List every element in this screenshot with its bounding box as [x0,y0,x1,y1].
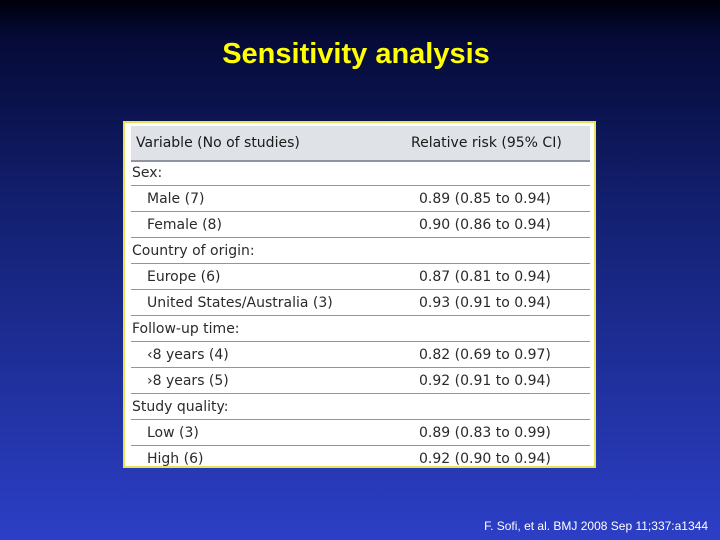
row-value: 0.87 (0.81 to 0.94) [419,269,551,285]
row-value: 0.90 (0.86 to 0.94) [419,217,551,233]
row-value: 0.93 (0.91 to 0.94) [419,295,551,311]
row-label: Follow-up time: [132,321,240,337]
row-label: Study quality: [132,399,229,415]
row-value: 0.92 (0.91 to 0.94) [419,373,551,389]
row-label: Low (3) [147,425,199,441]
citation-text: F. Sofi, et al. BMJ 2008 Sep 11;337:a1344 [484,519,708,533]
row-value: 0.89 (0.85 to 0.94) [419,191,551,207]
row-label: Female (8) [147,217,222,233]
table-row [131,316,590,342]
table-row [131,290,590,316]
table-row [131,446,590,472]
column-header-relative-risk: Relative risk (95% CI) [411,135,562,151]
row-label: Europe (6) [147,269,221,285]
table-row [131,420,590,446]
row-label: High (6) [147,451,204,467]
row-value: 0.82 (0.69 to 0.97) [419,347,551,363]
row-label: Sex: [132,165,163,181]
row-label: ›8 years (5) [147,373,229,389]
row-value: 0.92 (0.90 to 0.94) [419,451,551,467]
table-row [131,160,590,186]
table-row [131,264,590,290]
row-label: ‹8 years (4) [147,347,229,363]
column-header-variable: Variable (No of studies) [136,135,300,151]
row-label: Country of origin: [132,243,255,259]
row-label: Male (7) [147,191,205,207]
table-header-row [131,126,590,162]
table-row [131,186,590,212]
slide-title: Sensitivity analysis [222,38,490,70]
table-row [131,368,590,394]
row-label: United States/Australia (3) [147,295,333,311]
sensitivity-table [123,121,596,468]
table-row [131,342,590,368]
table-row [131,212,590,238]
table-row [131,238,590,264]
table-row [131,394,590,420]
row-value: 0.89 (0.83 to 0.99) [419,425,551,441]
